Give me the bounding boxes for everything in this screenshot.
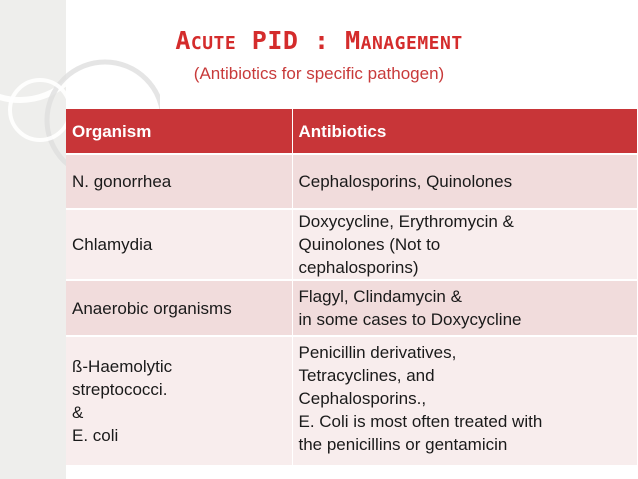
antibiotics-cell — [292, 280, 638, 336]
table-header-row — [66, 109, 638, 154]
organism-cell — [66, 280, 292, 336]
antibiotics-line: Flagyl, Clindamycin & — [298, 287, 462, 306]
antibiotics-cell — [292, 336, 638, 466]
table-row — [66, 280, 638, 336]
antibiotics-table — [66, 109, 638, 467]
header-organism: Organism — [66, 109, 292, 154]
antibiotics-line: Cephalosporins., — [298, 389, 427, 408]
antibiotics-line: Doxycycline, Erythromycin & — [298, 212, 514, 231]
antibiotics-line: in some cases to Doxycycline — [298, 310, 522, 329]
organism-line: Chlamydia — [72, 235, 153, 254]
antibiotics-line: Tetracyclines, and — [298, 366, 435, 385]
antibiotics-cell — [292, 154, 638, 209]
organism-cell — [66, 209, 292, 280]
table-row — [66, 336, 638, 466]
antibiotics-cell — [292, 209, 638, 280]
antibiotics-line: Quinolones (Not to — [298, 235, 441, 254]
organism-line: E. coli — [72, 426, 119, 445]
organism-line: streptococci. — [72, 380, 168, 399]
organism-cell — [66, 154, 292, 209]
slide-subtitle: (Antibiotics for specific pathogen) — [193, 64, 445, 83]
antibiotics-line: E. Coli is most often treated with — [298, 412, 543, 431]
organism-line: & — [72, 403, 84, 422]
organism-line: N. gonorrhea — [72, 172, 172, 191]
table-row — [66, 209, 638, 280]
antibiotics-line: Cephalosporins, Quinolones — [298, 172, 513, 191]
antibiotics-line: cephalosporins) — [298, 258, 419, 277]
organism-line: Anaerobic organisms — [72, 298, 232, 318]
header-antibiotics: Antibiotics — [292, 109, 638, 154]
organism-cell — [66, 336, 292, 466]
organism-line: ß-Haemolytic — [72, 357, 173, 376]
antibiotics-line: Penicillin derivatives, — [298, 343, 457, 362]
table-row — [66, 154, 638, 209]
slide-title: Acute PID : Management — [175, 26, 463, 55]
antibiotics-line: the penicillins or gentamicin — [298, 435, 508, 454]
